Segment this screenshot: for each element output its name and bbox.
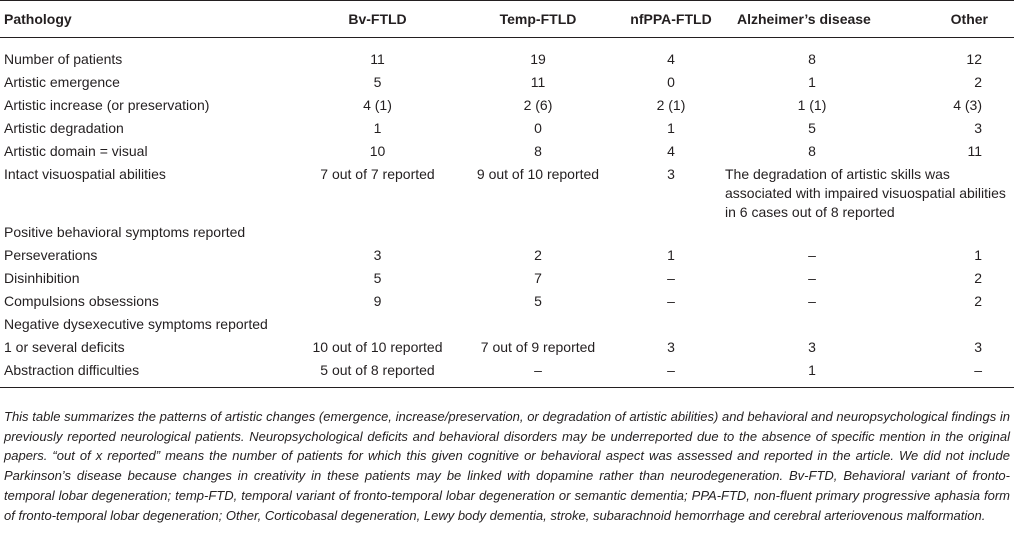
cell-nfppa-ftld: 1 <box>667 247 675 263</box>
section-label-negative-dysexecutive: Negative dysexecutive symptoms reported <box>4 316 268 332</box>
cell-bv-ftld: 11 <box>370 51 385 67</box>
section-row <box>0 223 1014 246</box>
cell-other: 2 <box>974 293 982 309</box>
table-row <box>0 165 1014 223</box>
cell-temp-ftld: 7 out of 9 reported <box>480 339 596 355</box>
row-label: Artistic degradation <box>4 120 124 136</box>
cell-nfppa-ftld: – <box>667 270 675 286</box>
cell-other: 1 <box>974 247 982 263</box>
cell-alzheimers: – <box>808 293 816 309</box>
cell-bv-ftld: 10 out of 10 reported <box>312 339 443 355</box>
table-row <box>0 338 1014 361</box>
cell-bv-ftld: 3 <box>373 247 382 263</box>
row-label: Intact visuospatial abilities <box>4 166 166 182</box>
cell-temp-ftld: 5 <box>534 293 542 309</box>
cell-alzheimers: – <box>808 247 816 263</box>
cell-temp-ftld: 19 <box>530 51 546 67</box>
row-label: Artistic domain = visual <box>4 143 148 159</box>
table-row <box>0 292 1014 315</box>
cell-other: 4 (3) <box>953 97 982 113</box>
cell-alzheimers: 8 <box>808 143 816 159</box>
cell-alzheimers: 8 <box>808 51 816 67</box>
header-other: Other <box>903 1 1014 38</box>
visuospatial-note: The degradation of artistic skills was associated with impaired visuospatial abilities in 6 cases out of 8 reported <box>725 166 1006 220</box>
cell-alzheimers: 1 <box>808 74 816 90</box>
cell-bv-ftld: 5 <box>373 74 382 90</box>
table-header-row <box>0 1 1014 38</box>
caption-text: This table summarizes the patterns of artistic changes (emergence, increase/preservation, or degradation of artistic abilities) and behavioral and neuropsychological findings in previously reported neurological patients. Neuropsychological deficits and behavioral disorders may be underreported due to the absence of specific mention in the original papers. “out of x reported” means the number of patients for which this given cognitive or behavioral aspect was assessed and reported in the article. We did not include Parkinson’s disease because changes in creativity in these patients may be linked with dopamine rather than neurodegeneration. Bv-FTD, Behavioral variant of fronto-temporal lobar degeneration; temp-FTD, temporal variant of fronto-temporal lobar degeneration or semantic dementia; PPA-FTD, non-fluent primary progressive aphasia form of fronto-temporal lobar degeneration; Other, Corticobasal degeneration, Lewy body dementia, stroke, subarachnoid hemorrhage and cerebral arteriovenous malformation. <box>4 409 1010 523</box>
header-pathology: Pathology <box>0 1 300 38</box>
table-row <box>0 38 1014 74</box>
row-label: Artistic increase (or preservation) <box>4 97 210 113</box>
row-label: Number of patients <box>4 51 123 67</box>
cell-temp-ftld: 2 (6) <box>523 97 553 113</box>
cell-alzheimers: 1 (1) <box>797 97 827 113</box>
cell-temp-ftld: – <box>455 361 621 388</box>
table-row <box>0 73 1014 96</box>
cell-alzheimers: 1 <box>721 361 903 388</box>
cell-other: 12 <box>966 51 982 67</box>
cell-alzheimers: – <box>808 270 816 286</box>
row-label: Abstraction difficulties <box>0 361 300 388</box>
cell-temp-ftld: 2 <box>534 247 542 263</box>
cell-other: 2 <box>974 270 982 286</box>
table-row <box>0 246 1014 269</box>
table-row <box>0 119 1014 142</box>
table-row <box>0 142 1014 165</box>
row-label: Perseverations <box>4 247 98 263</box>
cell-nfppa-ftld: 1 <box>667 120 675 136</box>
cell-nfppa-ftld: 3 <box>667 339 675 355</box>
cell-temp-ftld: 11 <box>530 74 546 90</box>
cell-other: 2 <box>974 74 982 90</box>
header-nfppa-ftld: nfPPA-FTLD <box>621 1 721 38</box>
cell-bv-ftld: 1 <box>373 120 382 136</box>
row-label: 1 or several deficits <box>4 339 125 355</box>
cell-other: 11 <box>967 143 982 159</box>
row-label: Artistic emergence <box>4 74 120 90</box>
cell-nfppa-ftld: 0 <box>667 74 675 90</box>
cell-alzheimers: 5 <box>808 120 816 136</box>
table-row <box>0 361 1014 388</box>
section-row <box>0 315 1014 338</box>
cell-temp-ftld: 8 <box>534 143 542 159</box>
row-label: Compulsions obsessions <box>4 293 159 309</box>
section-label-positive-behavioral: Positive behavioral symptoms reported <box>4 224 246 240</box>
table-caption <box>4 407 1010 525</box>
cell-nfppa-ftld: – <box>667 293 675 309</box>
cell-temp-ftld: 7 <box>534 270 542 286</box>
cell-alzheimers: 3 <box>808 339 816 355</box>
cell-bv-ftld: 10 <box>369 143 386 159</box>
cell-bv-ftld: 7 out of 7 reported <box>320 166 435 182</box>
cell-nfppa-ftld: 2 (1) <box>656 97 686 113</box>
header-bv-ftld: Bv-FTLD <box>300 1 455 38</box>
table-row <box>0 269 1014 292</box>
cell-nfppa-ftld: 3 <box>667 166 675 182</box>
row-label: Disinhibition <box>4 270 80 286</box>
table-row <box>0 96 1014 119</box>
cell-other: – <box>903 361 1014 388</box>
cell-bv-ftld: 9 <box>373 293 382 309</box>
cell-other: 3 <box>974 120 982 136</box>
cell-temp-ftld: 9 out of 10 reported <box>476 166 600 182</box>
cell-bv-ftld: 5 out of 8 reported <box>300 361 455 388</box>
cell-other: 3 <box>974 339 982 355</box>
cell-bv-ftld: 4 (1) <box>363 97 392 113</box>
header-temp-ftld: Temp-FTLD <box>455 1 621 38</box>
cell-bv-ftld: 5 <box>373 270 382 286</box>
cell-nfppa-ftld: – <box>621 361 721 388</box>
cell-temp-ftld: 0 <box>534 120 542 136</box>
header-alzheimers: Alzheimer’s disease <box>721 1 903 38</box>
cell-nfppa-ftld: 4 <box>667 143 675 159</box>
cell-nfppa-ftld: 4 <box>667 51 675 67</box>
